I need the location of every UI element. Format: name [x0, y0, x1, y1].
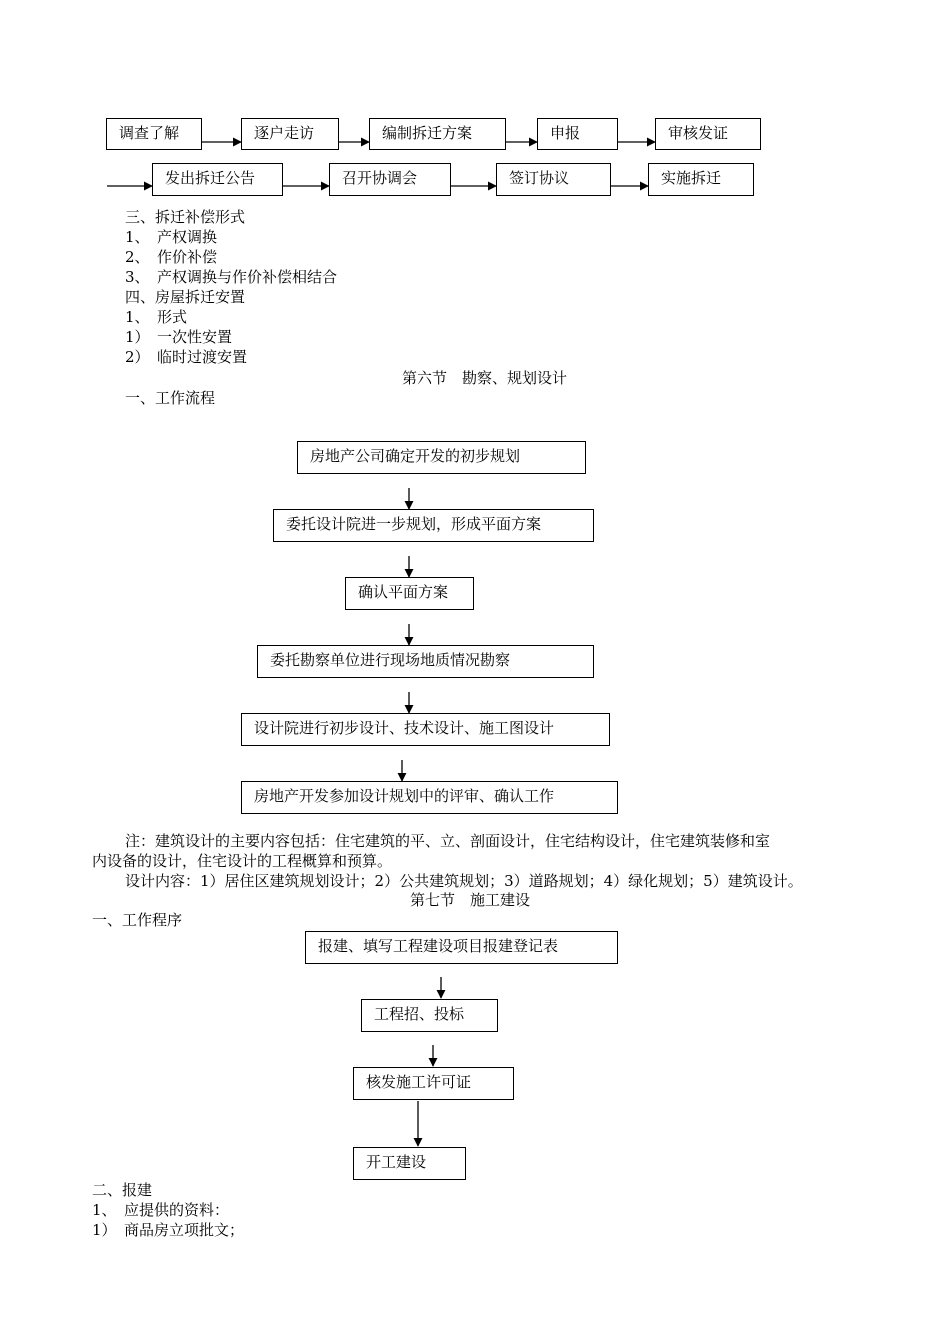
- flow-box-survey: 调查了解: [106, 118, 202, 150]
- compensation-item: 3、 产权调换与作价补偿相结合: [125, 268, 338, 286]
- flow-box-declare: 申报: [537, 118, 618, 150]
- section6-title: 第六节 勘察、规划设计: [402, 369, 568, 387]
- s6-step-geological-survey: 委托勘察单位进行现场地质情况勘察: [257, 645, 594, 678]
- flow-box-review-license: 审核发证: [655, 118, 761, 150]
- s6-step-design-phases: 设计院进行初步设计、技术设计、施工图设计: [241, 713, 610, 746]
- resettlement-subheading: 1、 形式: [125, 308, 188, 326]
- flow-box-household-visit: 逐户走访: [241, 118, 339, 150]
- resettlement-item: 1） 一次性安置: [125, 328, 233, 346]
- section6-workflow-heading: 一、工作流程: [125, 389, 216, 407]
- section6-note-line2: 内设备的设计，住宅设计的工程概算和预算。: [92, 852, 393, 870]
- s6-step-review-confirm: 房地产开发参加设计规划中的评审、确认工作: [241, 781, 618, 814]
- section7-title: 第七节 施工建设: [410, 891, 531, 909]
- section6-note-line1: 注：建筑设计的主要内容包括：住宅建筑的平、立、剖面设计，住宅结构设计，住宅建筑装修和室: [125, 832, 771, 850]
- flow-box-announcement: 发出拆迁公告: [152, 163, 283, 196]
- compensation-heading: 三、拆迁补偿形式: [125, 208, 246, 226]
- flow-box-agreement: 签订协议: [496, 163, 611, 196]
- s6-step-confirm-plan: 确认平面方案: [345, 577, 474, 610]
- compensation-item: 1、 产权调换: [125, 228, 218, 246]
- section7-registration-heading: 二、报建: [92, 1181, 153, 1199]
- flow-box-demolish: 实施拆迁: [648, 163, 754, 196]
- s7-step-start-construction: 开工建设: [353, 1147, 466, 1180]
- resettlement-item: 2） 临时过渡安置: [125, 348, 248, 366]
- section7-procedure-heading: 一、工作程序: [92, 911, 183, 929]
- flow-box-coordination: 召开协调会: [329, 163, 451, 196]
- flow-box-plan: 编制拆迁方案: [369, 118, 506, 150]
- s6-step-initial-plan: 房地产公司确定开发的初步规划: [297, 441, 586, 474]
- section7-materials-heading: 1、 应提供的资料：: [92, 1201, 230, 1219]
- s7-step-construction-permit: 核发施工许可证: [353, 1067, 514, 1100]
- s7-step-bidding: 工程招、投标: [361, 999, 498, 1032]
- s6-step-commission-design: 委托设计院进一步规划，形成平面方案: [273, 509, 594, 542]
- s7-step-registration-form: 报建、填写工程建设项目报建登记表: [305, 931, 618, 964]
- section6-design-content: 设计内容：1）居住区建筑规划设计；2）公共建筑规划；3）道路规划；4）绿化规划；5）建筑设计。: [125, 872, 803, 890]
- compensation-item: 2、 作价补偿: [125, 248, 218, 266]
- resettlement-heading: 四、房屋拆迁安置: [125, 288, 246, 306]
- section7-material-item: 1） 商品房立项批文；: [92, 1221, 245, 1239]
